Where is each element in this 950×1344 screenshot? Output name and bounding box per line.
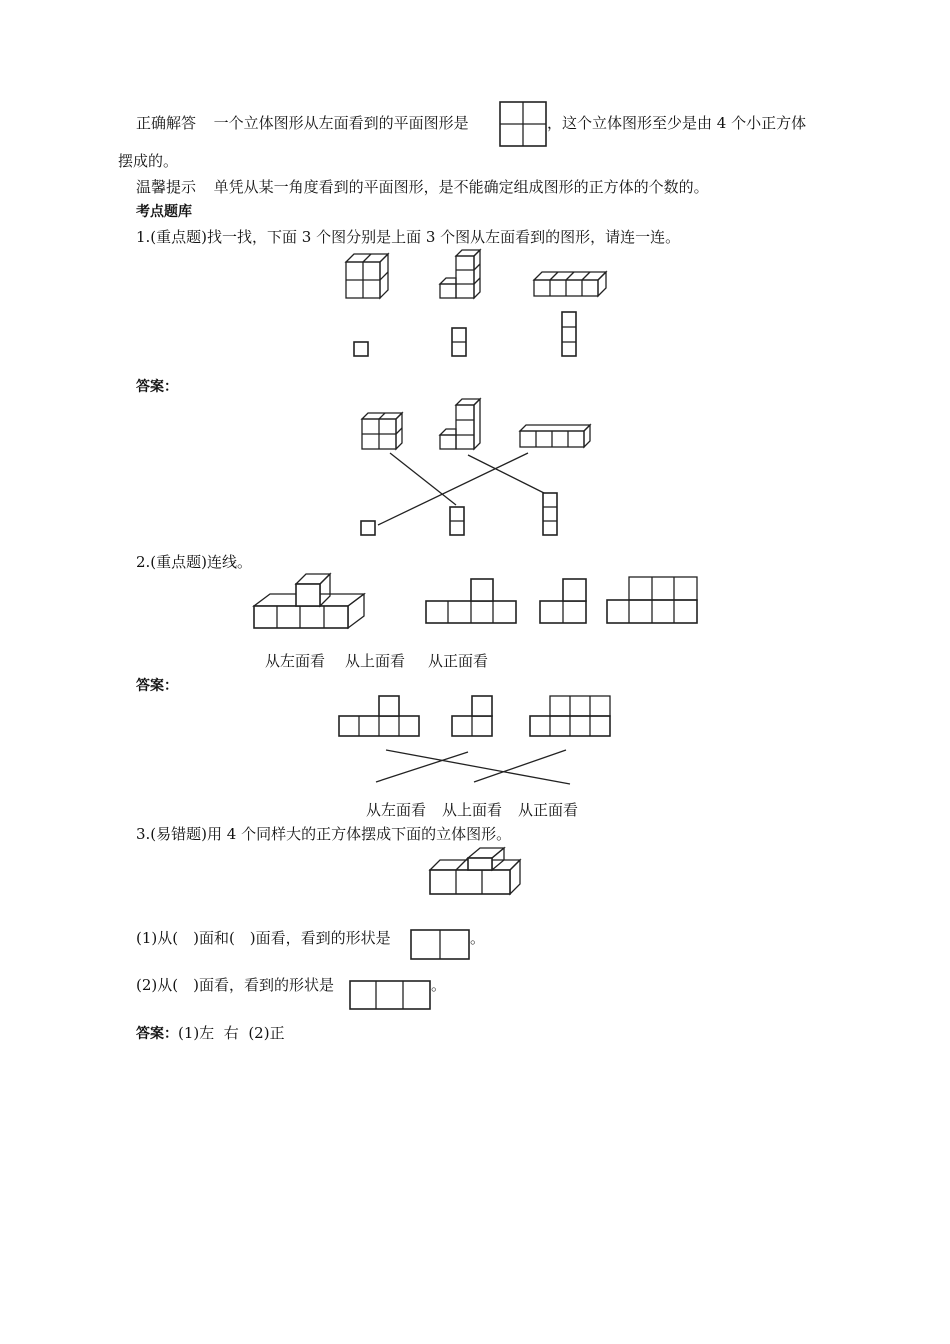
q2-solid-figure <box>250 570 372 632</box>
correct-answer-text-c: 摆成的。 <box>118 152 179 170</box>
q2-text: 2.(重点题)连线。 <box>136 553 253 571</box>
tip-line <box>136 176 709 198</box>
left-view-2x2-figure <box>499 101 547 147</box>
q2-view-b <box>539 577 589 625</box>
q1-shape-b <box>440 250 480 298</box>
q2-answer-label-left: 从左面看 <box>366 801 427 819</box>
q3-sub2-shape <box>349 980 431 1010</box>
q3-sub2-end: 。 <box>431 976 447 994</box>
q3-solid-figure <box>428 846 524 898</box>
q1-view-triple <box>562 312 576 356</box>
q1-shape-a <box>346 254 388 298</box>
correct-answer-text-c-line <box>118 150 178 172</box>
q2-answer-figure <box>338 694 614 794</box>
q3-sub1-shape <box>410 929 470 960</box>
tip-label: 温馨提示 <box>136 178 197 196</box>
q3-answer-text: (1)左 右 (2)正 <box>178 1024 285 1042</box>
q3-sub2-text-a: (2)从( )面看，看到的形状是 <box>136 976 334 994</box>
q2-label-top: 从上面看 <box>345 652 406 670</box>
q2-view-c <box>606 575 700 625</box>
q1-view-double <box>452 328 466 356</box>
q3-sub1-end: 。 <box>470 929 486 947</box>
q1-view-single <box>354 342 368 356</box>
q2-answer-label: 答案： <box>136 678 178 694</box>
q2-view-a <box>425 577 519 625</box>
q1-answer-label: 答案： <box>136 379 178 395</box>
q3-sub1-line <box>136 927 391 949</box>
q1-text: 1.(重点题)找一找，下面 3 个图分别是上面 3 个图从左面看到的图形，请连一连。 <box>136 228 681 246</box>
correct-answer-text-b: ，这个立体图形至少是由 4 个小正方体 <box>547 114 807 132</box>
q1-answer-figure <box>356 395 596 539</box>
q2-label-front: 从正面看 <box>428 652 489 670</box>
section-title: 考点题库 <box>136 204 192 220</box>
q1-shape-c <box>534 272 606 296</box>
correct-answer-label: 正确解答 <box>136 114 197 132</box>
q3-text: 3.(易错题)用 4 个同样大的正方体摆成下面的立体图形。 <box>136 825 512 843</box>
q3-answer-label: 答案： <box>136 1026 178 1042</box>
q3-sub2-line <box>136 974 334 996</box>
q2-label-left: 从左面看 <box>265 652 326 670</box>
correct-answer-line <box>136 112 469 134</box>
q3-sub1-text-a: (1)从( )面和( )面看，看到的形状是 <box>136 929 391 947</box>
correct-answer-text-b-line <box>547 112 806 134</box>
q2-answer-label-front: 从正面看 <box>518 801 579 819</box>
correct-answer-text-a: 一个立体图形从左面看到的平面图形是 <box>213 114 469 132</box>
q2-answer-label-top: 从上面看 <box>442 801 503 819</box>
q1-question-figure <box>340 248 610 362</box>
tip-text: 单凭从某一角度看到的平面图形，是不能确定组成图形的正方体的个数的。 <box>213 178 709 196</box>
q3-answer-line <box>136 1022 285 1045</box>
